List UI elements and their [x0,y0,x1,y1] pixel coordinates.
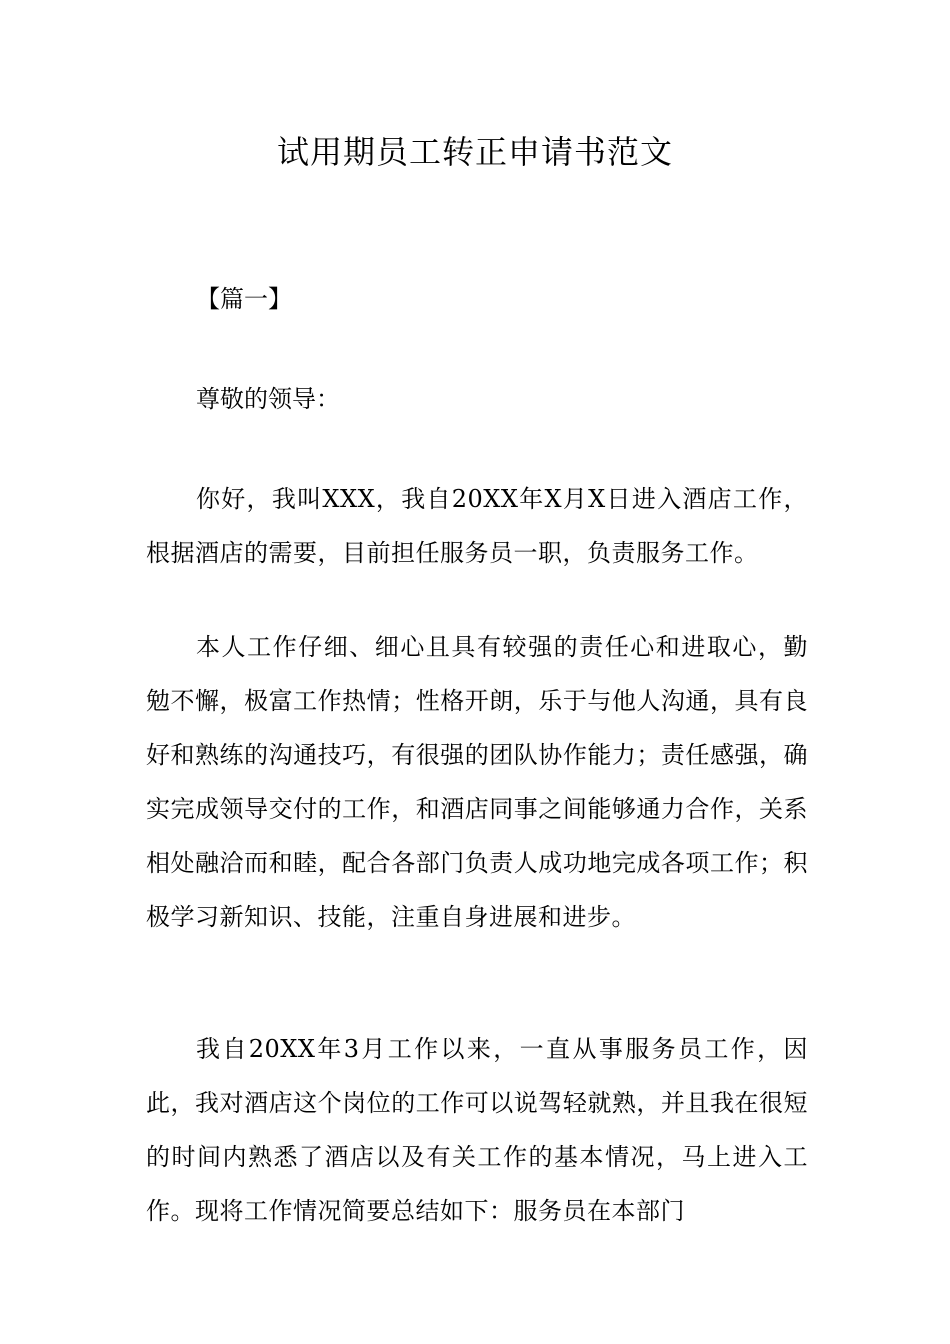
section-heading: 【篇一】 [196,285,292,313]
salutation: 尊敬的领导： [196,385,340,413]
paragraph-self-assessment: 本人工作仔细、细心且具有较强的责任心和进取心，勤勉不懈，极富工作热情；性格开朗，乐于与他人沟通，具有良好和熟练的沟通技巧，有很强的团队协作能力；责任感强，确实完成领导交付的工作，和酒店同事之间能够通力合作，关系相处融洽而和睦，配合各部门负责人成功地完成各项工作；积极学习新知识、技能，注重自身进展和进步。 [146,633,808,931]
paragraph-intro: 你好，我叫XXX，我自20XX年X月X日进入酒店工作，根据酒店的需要，目前担任服务员一职，负责服务工作。 [146,485,808,567]
paragraph-work-summary: 我自20XX年3月工作以来，一直从事服务员工作，因此，我对酒店这个岗位的工作可以说驾轻就熟，并且我在很短的时间内熟悉了酒店以及有关工作的基本情况，马上进入工作。现将工作情况简要总结如下：服务员在本部门 [146,1035,808,1225]
document-title: 试用期员工转正申请书范文 [276,133,673,171]
